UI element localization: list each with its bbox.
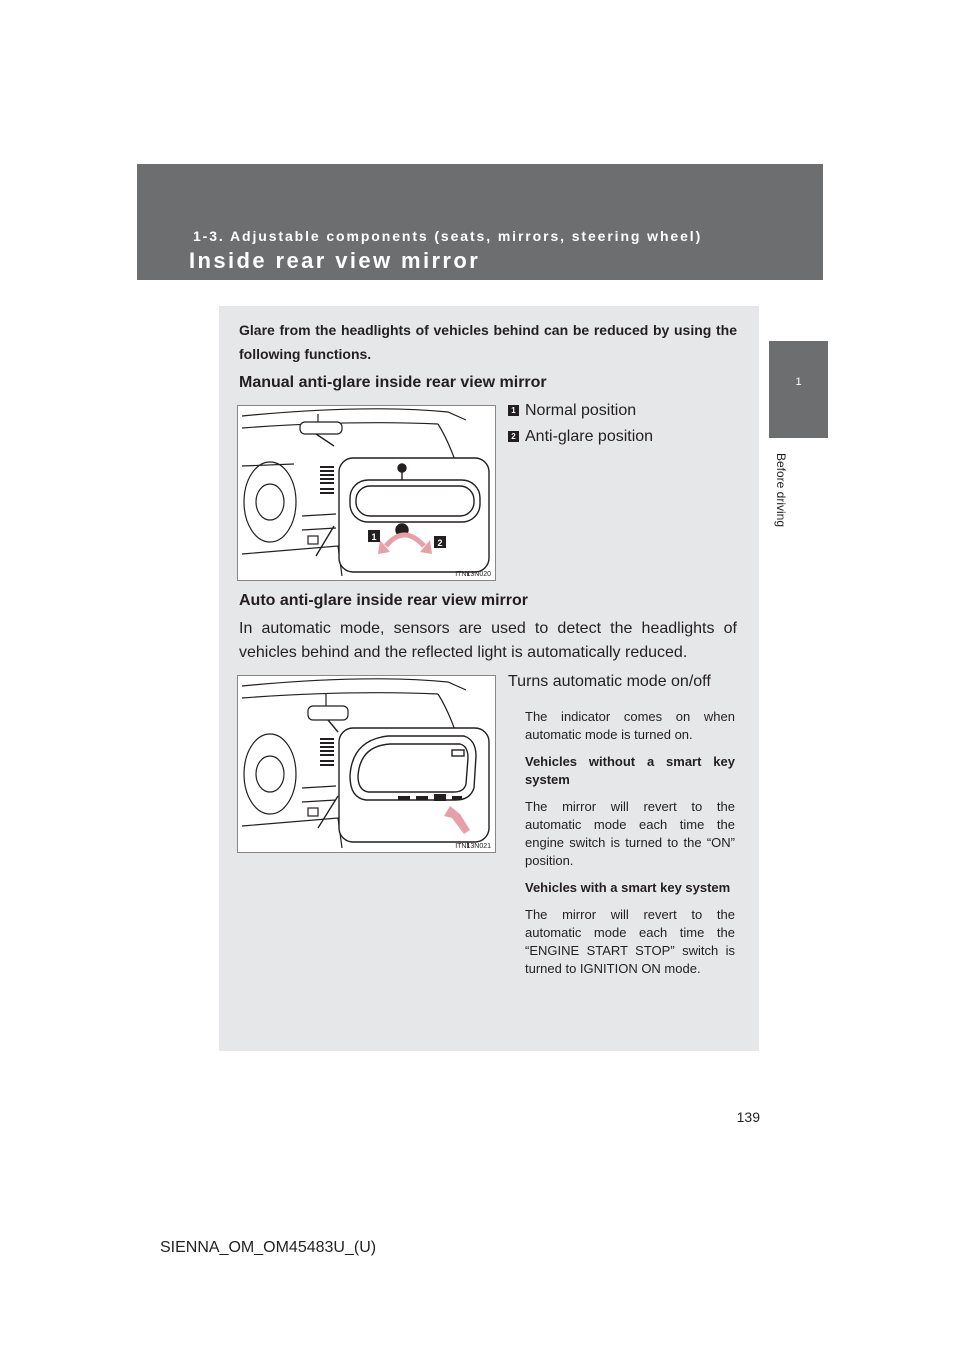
figure-code: ITN13N021 [455,843,491,850]
notes [525,708,735,987]
manual-heading: Manual anti-glare inside rear view mirror [239,374,547,391]
legend-normal-position: Normal position [525,402,637,419]
content-panel [219,306,759,1051]
auto-mode-item: Turns automatic mode on/off [508,673,711,690]
auto-description: In automatic mode, sensors are used to detect the headlights of vehicles behind and the reflected light is automatically reduced. [239,620,737,661]
page-number: 139 [736,1109,760,1125]
svg-text:2: 2 [437,538,443,548]
legend-anti-glare-position: Anti-glare position [525,428,654,445]
svg-text:1: 1 [371,532,377,542]
header-band [137,164,823,280]
auto-heading: Auto anti-glare inside rear view mirror [239,592,528,609]
note-no-smart-key-text: The mirror will revert to the automatic mode each time the engine switch is turned to the “ON” position. [525,799,735,868]
section-title: 1-3. Adjustable components (seats, mirrors, steering wheel) [193,228,703,244]
note-smart-key-heading: Vehicles with a smart key system [525,880,731,895]
page-title: Inside rear view mirror [189,248,481,273]
manual-mirror-drawing [238,406,495,580]
chapter-label: Before driving [774,452,788,528]
badge-2-icon: 2 [508,431,519,442]
note-smart-key-text: The mirror will revert to the automatic mode each time the “ENGINE START STOP” switch is turned to IGNITION ON mode. [525,907,735,976]
intro-text: Glare from the headlights of vehicles behind can be reduced by using the following functions. [239,322,737,362]
chapter-number: 1 [795,376,802,388]
figure-code: ITN13N020 [455,571,491,578]
auto-mirror-illustration [237,675,496,853]
document-code: SIENNA_OM_OM45483U_(U) [160,1239,377,1256]
chapter-tab [769,341,828,438]
manual-mirror-illustration [237,405,496,581]
note-no-smart-key-heading: Vehicles without a smart key system [525,754,735,787]
auto-mirror-drawing [238,676,495,852]
badge-1-icon: 1 [508,405,519,416]
note-indicator: The indicator comes on when automatic mode is turned on. [525,709,735,742]
